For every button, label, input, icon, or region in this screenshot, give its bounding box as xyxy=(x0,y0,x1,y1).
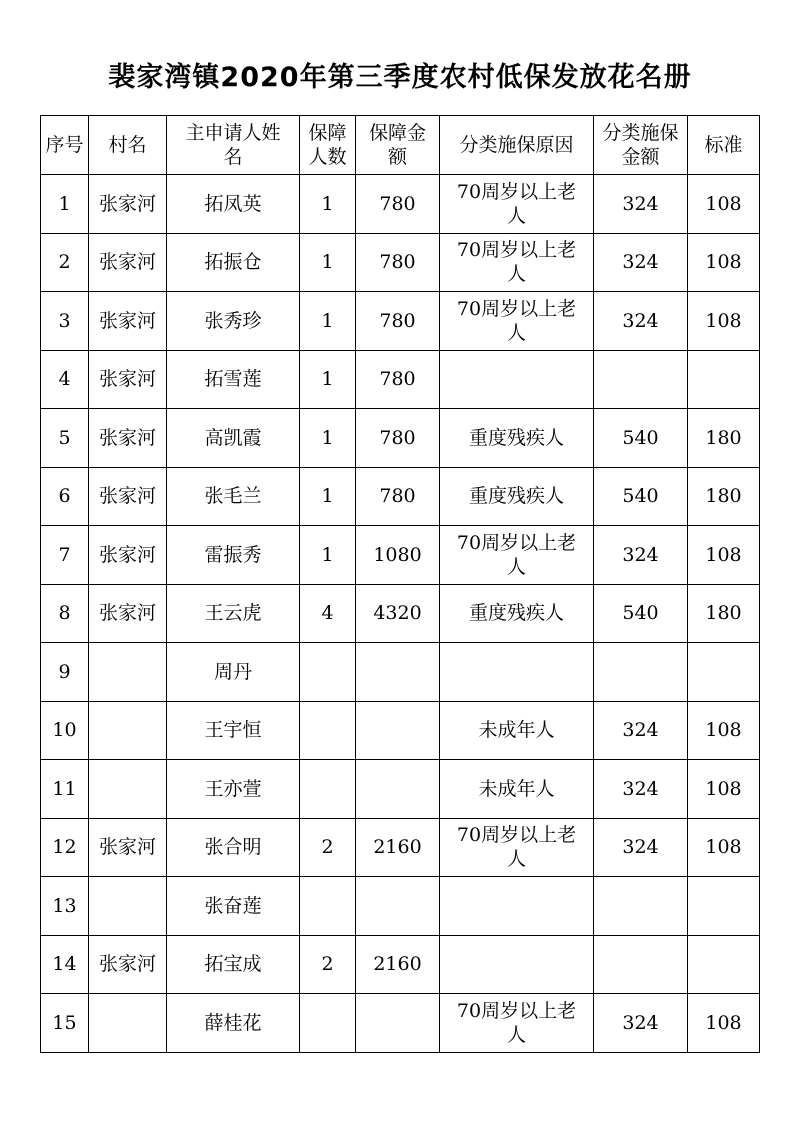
cell-village: 张家河 xyxy=(89,467,167,526)
cell-village: 张家河 xyxy=(89,818,167,877)
cell-name: 拓雪莲 xyxy=(167,350,300,409)
cell-amount: 2160 xyxy=(356,935,440,994)
header-cell-class-amount: 分类施保金额 xyxy=(594,116,688,175)
cell-reason xyxy=(440,935,594,994)
cell-name: 周丹 xyxy=(167,643,300,702)
cell-amount xyxy=(356,701,440,760)
cell-village: 张家河 xyxy=(89,526,167,585)
cell-no: 6 xyxy=(41,467,89,526)
cell-name: 王宇恒 xyxy=(167,701,300,760)
cell-amount xyxy=(356,643,440,702)
cell-persons xyxy=(300,760,356,819)
cell-standard xyxy=(688,935,760,994)
cell-persons: 2 xyxy=(300,935,356,994)
cell-village: 张家河 xyxy=(89,409,167,468)
table-row xyxy=(41,292,760,351)
cell-name: 拓振仓 xyxy=(167,233,300,292)
cell-name: 张奋莲 xyxy=(167,877,300,936)
cell-persons: 1 xyxy=(300,526,356,585)
cell-standard: 108 xyxy=(688,175,760,234)
cell-no: 9 xyxy=(41,643,89,702)
cell-class-amount: 324 xyxy=(594,994,688,1053)
cell-no: 2 xyxy=(41,233,89,292)
cell-class-amount: 324 xyxy=(594,818,688,877)
cell-name: 拓宝成 xyxy=(167,935,300,994)
cell-amount: 780 xyxy=(356,409,440,468)
cell-no: 15 xyxy=(41,994,89,1053)
cell-reason: 70周岁以上老人 xyxy=(440,994,594,1053)
cell-village: 张家河 xyxy=(89,584,167,643)
cell-persons: 2 xyxy=(300,818,356,877)
cell-standard xyxy=(688,643,760,702)
cell-standard: 108 xyxy=(688,292,760,351)
cell-village: 张家河 xyxy=(89,175,167,234)
cell-amount: 780 xyxy=(356,350,440,409)
cell-no: 14 xyxy=(41,935,89,994)
cell-amount: 780 xyxy=(356,292,440,351)
table-row xyxy=(41,643,760,702)
cell-class-amount xyxy=(594,643,688,702)
cell-reason xyxy=(440,643,594,702)
cell-reason: 70周岁以上老人 xyxy=(440,526,594,585)
cell-reason: 未成年人 xyxy=(440,701,594,760)
cell-standard: 180 xyxy=(688,584,760,643)
cell-class-amount: 324 xyxy=(594,701,688,760)
cell-standard xyxy=(688,350,760,409)
cell-reason xyxy=(440,877,594,936)
cell-persons: 4 xyxy=(300,584,356,643)
cell-no: 11 xyxy=(41,760,89,819)
cell-village: 张家河 xyxy=(89,233,167,292)
cell-class-amount: 540 xyxy=(594,584,688,643)
cell-name: 薛桂花 xyxy=(167,994,300,1053)
header-row xyxy=(41,116,760,175)
cell-class-amount: 324 xyxy=(594,526,688,585)
cell-persons: 1 xyxy=(300,409,356,468)
cell-class-amount: 324 xyxy=(594,760,688,819)
header-cell-standard: 标准 xyxy=(688,116,760,175)
roster-table xyxy=(40,115,760,1053)
cell-amount: 2160 xyxy=(356,818,440,877)
cell-amount: 780 xyxy=(356,467,440,526)
cell-name: 高凯霞 xyxy=(167,409,300,468)
table-row xyxy=(41,994,760,1053)
cell-amount: 4320 xyxy=(356,584,440,643)
page-title: 裴家湾镇2020年第三季度农村低保发放花名册 xyxy=(108,62,692,93)
table-row xyxy=(41,877,760,936)
cell-standard xyxy=(688,877,760,936)
cell-name: 王亦萱 xyxy=(167,760,300,819)
cell-village xyxy=(89,701,167,760)
cell-name: 张合明 xyxy=(167,818,300,877)
cell-persons xyxy=(300,877,356,936)
table-row xyxy=(41,584,760,643)
header-cell-no: 序号 xyxy=(41,116,89,175)
cell-no: 7 xyxy=(41,526,89,585)
header-cell-amount: 保障金额 xyxy=(356,116,440,175)
header-cell-persons: 保障人数 xyxy=(300,116,356,175)
cell-no: 8 xyxy=(41,584,89,643)
cell-reason: 70周岁以上老人 xyxy=(440,175,594,234)
cell-reason: 重度残疾人 xyxy=(440,409,594,468)
cell-standard: 180 xyxy=(688,467,760,526)
cell-standard: 108 xyxy=(688,526,760,585)
cell-no: 3 xyxy=(41,292,89,351)
cell-class-amount: 540 xyxy=(594,467,688,526)
cell-class-amount: 324 xyxy=(594,233,688,292)
cell-amount: 780 xyxy=(356,233,440,292)
cell-name: 张毛兰 xyxy=(167,467,300,526)
cell-name: 拓凤英 xyxy=(167,175,300,234)
cell-persons: 1 xyxy=(300,467,356,526)
cell-reason: 70周岁以上老人 xyxy=(440,818,594,877)
cell-no: 1 xyxy=(41,175,89,234)
cell-reason xyxy=(440,350,594,409)
cell-persons: 1 xyxy=(300,233,356,292)
cell-amount: 1080 xyxy=(356,526,440,585)
cell-no: 12 xyxy=(41,818,89,877)
header-cell-reason: 分类施保原因 xyxy=(440,116,594,175)
cell-reason: 重度残疾人 xyxy=(440,584,594,643)
cell-name: 王云虎 xyxy=(167,584,300,643)
cell-persons xyxy=(300,643,356,702)
cell-village xyxy=(89,760,167,819)
table-row xyxy=(41,760,760,819)
cell-name: 雷振秀 xyxy=(167,526,300,585)
cell-village: 张家河 xyxy=(89,292,167,351)
header-cell-village: 村名 xyxy=(89,116,167,175)
cell-persons xyxy=(300,994,356,1053)
cell-amount xyxy=(356,877,440,936)
cell-class-amount: 324 xyxy=(594,175,688,234)
cell-persons: 1 xyxy=(300,175,356,234)
table-row xyxy=(41,701,760,760)
cell-persons xyxy=(300,701,356,760)
cell-standard: 108 xyxy=(688,760,760,819)
cell-standard: 108 xyxy=(688,994,760,1053)
cell-no: 4 xyxy=(41,350,89,409)
cell-standard: 180 xyxy=(688,409,760,468)
cell-amount xyxy=(356,994,440,1053)
cell-reason: 未成年人 xyxy=(440,760,594,819)
cell-reason: 70周岁以上老人 xyxy=(440,292,594,351)
table-body xyxy=(41,175,760,1053)
cell-amount: 780 xyxy=(356,175,440,234)
cell-no: 5 xyxy=(41,409,89,468)
cell-class-amount: 324 xyxy=(594,292,688,351)
cell-village: 张家河 xyxy=(89,935,167,994)
cell-amount xyxy=(356,760,440,819)
cell-persons: 1 xyxy=(300,350,356,409)
cell-standard: 108 xyxy=(688,233,760,292)
cell-class-amount xyxy=(594,877,688,936)
table-row xyxy=(41,175,760,234)
table-row xyxy=(41,526,760,585)
table-row xyxy=(41,935,760,994)
cell-no: 13 xyxy=(41,877,89,936)
table-row xyxy=(41,409,760,468)
cell-village xyxy=(89,994,167,1053)
cell-no: 10 xyxy=(41,701,89,760)
cell-name: 张秀珍 xyxy=(167,292,300,351)
cell-class-amount xyxy=(594,935,688,994)
cell-standard: 108 xyxy=(688,818,760,877)
cell-persons: 1 xyxy=(300,292,356,351)
cell-class-amount xyxy=(594,350,688,409)
cell-village xyxy=(89,877,167,936)
cell-class-amount: 540 xyxy=(594,409,688,468)
table-row xyxy=(41,350,760,409)
table-row xyxy=(41,233,760,292)
cell-standard: 108 xyxy=(688,701,760,760)
cell-village: 张家河 xyxy=(89,350,167,409)
table-row xyxy=(41,818,760,877)
table-row xyxy=(41,467,760,526)
header-cell-name: 主申请人姓名 xyxy=(167,116,300,175)
cell-reason: 重度残疾人 xyxy=(440,467,594,526)
cell-village xyxy=(89,643,167,702)
cell-reason: 70周岁以上老人 xyxy=(440,233,594,292)
